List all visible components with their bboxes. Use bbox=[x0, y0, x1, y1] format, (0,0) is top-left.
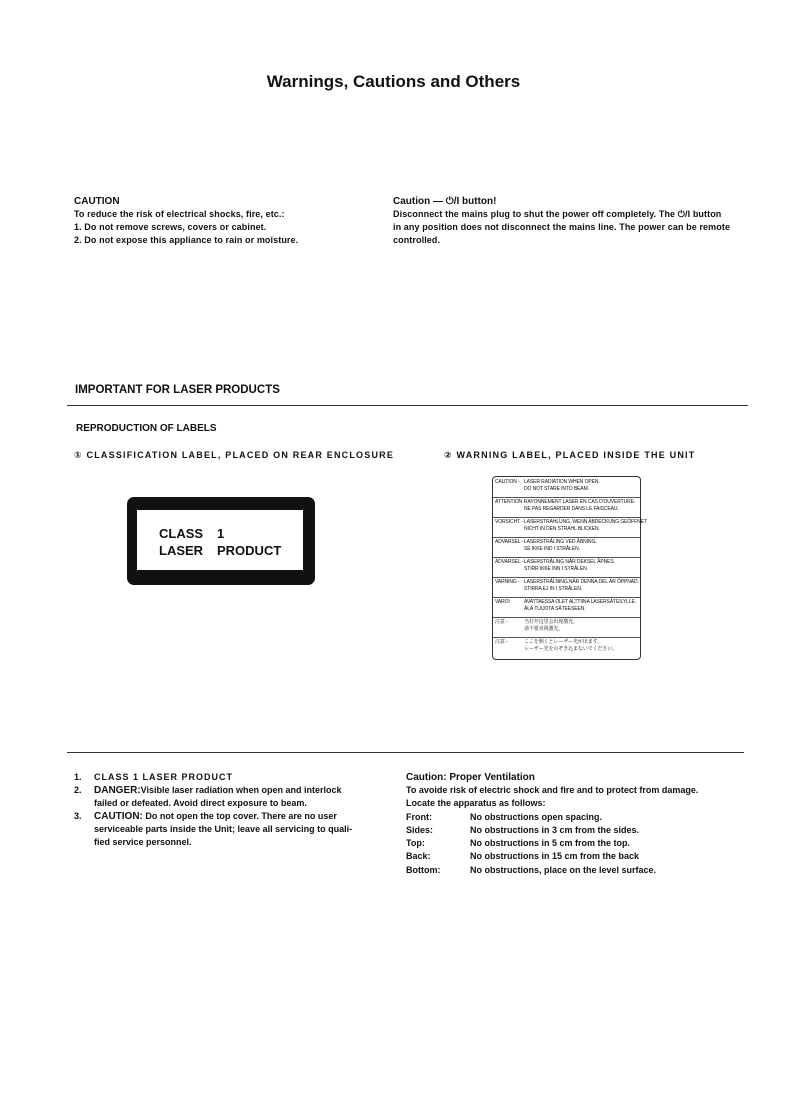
warning-row bbox=[493, 637, 640, 659]
ventilation-key: Back: bbox=[406, 851, 431, 862]
warning-text: RAYONNEMENT LASER EN CAS D'OUVERTURE. bbox=[524, 499, 636, 505]
note-item bbox=[74, 784, 352, 797]
ventilation-row bbox=[406, 824, 698, 837]
warning-key: ADVARSEL - bbox=[495, 539, 524, 545]
power-caution-line: Disconnect the mains plug to shut the power off completely. The bbox=[393, 209, 676, 219]
power-icon: ⏻/I bbox=[677, 209, 691, 219]
ventilation-row bbox=[406, 850, 698, 863]
note-item bbox=[74, 771, 352, 784]
note-text: serviceable parts inside the Unit; leave all servicing to quali- bbox=[94, 824, 353, 834]
power-caution-heading: Caution — bbox=[393, 196, 443, 207]
power-caution-line: in any position does not disconnect the mains line. The power can be remote bbox=[393, 222, 731, 232]
class-word: CLASS bbox=[159, 526, 204, 541]
note-bold: CLASS 1 LASER PRODUCT bbox=[94, 772, 234, 782]
power-caution-line: button bbox=[692, 209, 722, 219]
power-caution-block bbox=[393, 196, 730, 247]
warning-text: AVATTAESSA OLET ALTTIINA LASERSÄTEILYLLE. bbox=[524, 599, 636, 605]
class-1-laser-label bbox=[127, 497, 315, 585]
ventilation-value: No obstructions in 5 cm from the top. bbox=[470, 838, 631, 849]
caution-heading: CAUTION bbox=[74, 196, 120, 207]
warning-text: 当打开这里会出现激光。 bbox=[524, 619, 578, 625]
warning-text: DO NOT STARE INTO BEAM. bbox=[524, 486, 589, 492]
laser-notes bbox=[74, 771, 352, 849]
warning-text: LASERSTRÅLING NÅR DEKSEL ÅPNES. bbox=[524, 559, 615, 565]
warning-row bbox=[493, 617, 640, 638]
warning-row bbox=[493, 557, 640, 578]
note-number: 1. bbox=[74, 772, 82, 782]
note-text: Visible laser radiation when open and interlock bbox=[140, 785, 342, 795]
caution-line: 2. Do not expose this appliance to rain or moisture. bbox=[74, 235, 299, 245]
warning-text: レーザー光をのぞき込まないでください。 bbox=[524, 646, 618, 652]
note-text: Do not open the top cover. There are no user bbox=[142, 811, 337, 821]
ventilation-row bbox=[406, 837, 698, 850]
ventilation-row bbox=[406, 811, 698, 824]
note-bold: DANGER: bbox=[94, 785, 141, 796]
warning-row bbox=[493, 597, 640, 618]
ventilation-key: Sides: bbox=[406, 824, 434, 835]
page-title: Warnings, Cautions and Others bbox=[266, 72, 521, 91]
note-number: 3. bbox=[74, 811, 82, 821]
warning-text: LASERSTRÅLING VED ÅBNING. bbox=[524, 539, 597, 545]
warning-key: 注意 - bbox=[495, 639, 508, 645]
ventilation-line: To avoide risk of electric shock and fire and to protect from damage. bbox=[406, 785, 699, 795]
warning-text: LASERSTRÅLNING NÄR DENNA DEL ÄR ÖPPNAD. bbox=[524, 579, 639, 585]
warning-key: CAUTION - bbox=[495, 479, 520, 485]
ventilation-row bbox=[406, 864, 698, 877]
laser-word: LASER bbox=[159, 543, 204, 558]
warning-key: VARNING - bbox=[495, 579, 520, 585]
caution-line: 1. Do not remove screws, covers or cabinet. bbox=[74, 222, 267, 232]
warning-row bbox=[493, 497, 640, 518]
warning-key: VORSICHT - bbox=[495, 519, 523, 525]
warning-text: LASER RADIATION WHEN OPEN. bbox=[524, 479, 600, 485]
note-text: failed or defeated. Avoid direct exposure to beam. bbox=[94, 798, 307, 808]
product-word: PRODUCT bbox=[217, 543, 282, 558]
ventilation-value: No obstructions, place on the level surface. bbox=[470, 864, 657, 875]
warning-row bbox=[493, 537, 640, 558]
warning-text: LASERSTRAHLUNG, WENN ABDECKUNG GEÖFFNET bbox=[524, 519, 647, 525]
note-bold: CAUTION: bbox=[94, 811, 143, 822]
warning-row bbox=[493, 577, 640, 598]
warning-label-caption: ② WARNING LABEL, PLACED INSIDE THE UNIT bbox=[444, 450, 696, 460]
warning-text: SE IKKE IND I STRÅLEN. bbox=[524, 546, 580, 552]
classification-label-caption: ① CLASSIFICATION LABEL, PLACED ON REAR ENCLOSURE bbox=[74, 450, 395, 460]
note-number: 2. bbox=[74, 785, 82, 795]
caution-line: To reduce the risk of electrical shocks, fire, etc.: bbox=[74, 209, 285, 219]
note-item bbox=[74, 810, 352, 823]
section-divider bbox=[67, 405, 748, 406]
power-caution-heading-end: button! bbox=[462, 196, 497, 207]
warning-text: NE PAS REGARDER DANS LE FAISCEAU. bbox=[524, 506, 619, 512]
warning-text: NICHT IN DEN STRAHL BLICKEN. bbox=[524, 526, 600, 532]
class-number: 1 bbox=[217, 526, 225, 541]
warning-text: ÄLÄ TUIJOTA SÄTEESEEN. bbox=[524, 606, 586, 612]
ventilation-line: Locate the apparatus as follows: bbox=[406, 798, 546, 809]
warning-text: STIRR IKKE INN I STRÅLEN. bbox=[524, 566, 588, 572]
warning-text: 请不要直视激光。 bbox=[524, 626, 564, 632]
ventilation-key: Top: bbox=[406, 838, 425, 849]
warning-text: ここを開くとレーザー光が出ます。 bbox=[524, 639, 603, 645]
warning-key: VARO! bbox=[495, 599, 510, 605]
warning-key: ATTENTION - bbox=[495, 499, 525, 505]
footer-divider bbox=[67, 752, 744, 753]
ventilation-value: No obstructions open spacing. bbox=[470, 811, 603, 822]
power-icon: ⏻/I bbox=[445, 196, 460, 207]
ventilation-heading: Caution: Proper Ventilation bbox=[406, 772, 535, 783]
warning-key: ADVARSEL - bbox=[495, 559, 524, 565]
laser-warning-label bbox=[492, 476, 647, 660]
warning-row bbox=[493, 477, 640, 498]
laser-section-title: IMPORTANT FOR LASER PRODUCTS bbox=[75, 384, 280, 396]
ventilation-key: Front: bbox=[406, 811, 432, 822]
warning-text: STIRRA EJ IN I STRÅLEN. bbox=[524, 586, 582, 592]
warning-key: 注意 - bbox=[495, 619, 508, 625]
ventilation-key: Bottom: bbox=[406, 864, 441, 875]
caution-block bbox=[74, 196, 298, 247]
note-text: fied service personnel. bbox=[94, 837, 192, 847]
ventilation-block bbox=[406, 772, 698, 877]
reproduction-subtitle: REPRODUCTION OF LABELS bbox=[76, 423, 217, 434]
ventilation-value: No obstructions in 15 cm from the back bbox=[470, 851, 640, 862]
warning-row bbox=[493, 517, 647, 538]
power-caution-line: controlled. bbox=[393, 235, 441, 245]
ventilation-value: No obstructions in 3 cm from the sides. bbox=[470, 824, 640, 835]
